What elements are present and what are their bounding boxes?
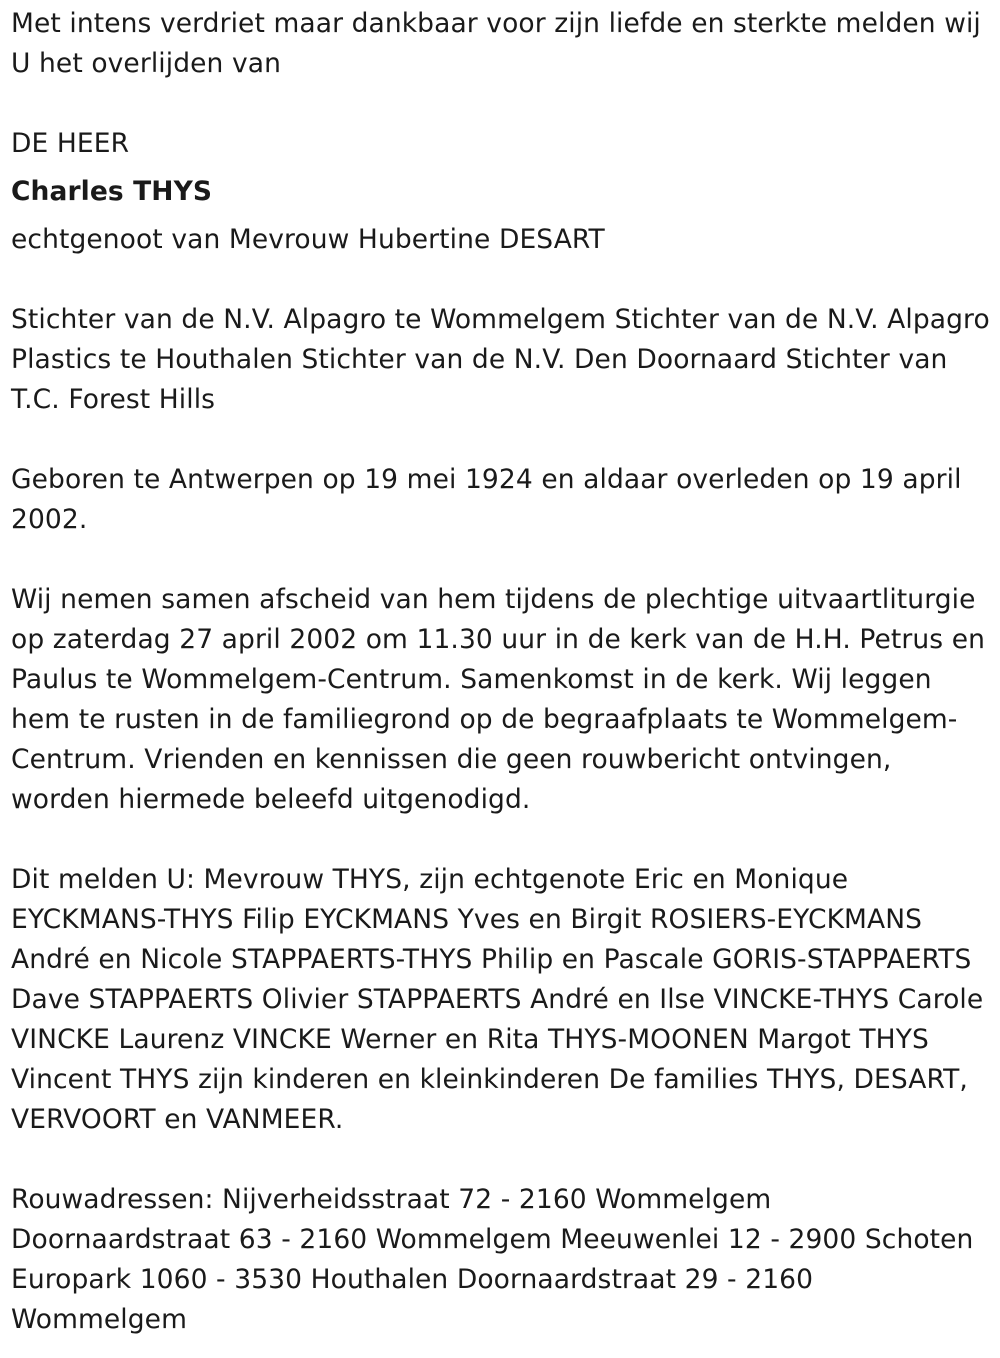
birth-death-paragraph: Geboren te Antwerpen op 19 mei 1924 en aldaar overleden op 19 april 2002. (11, 464, 962, 535)
intro-text: Met intens verdriet maar dankbaar voor zijn liefde en sterkte melden wij U het overlijden van (11, 8, 981, 79)
honorific: DE HEER (11, 128, 130, 159)
titles-paragraph: Stichter van de N.V. Alpagro te Wommelgem Stichter van de N.V. Alpagro Plastics te Houthalen Stichter van de N.V. Den Doornaard Stichter van T.C. Forest Hills (11, 304, 990, 415)
death-notice (11, 4, 991, 1340)
addresses-paragraph: Rouwadressen: Nijverheidsstraat 72 - 2160 Wommelgem Doornaardstraat 63 - 2160 Wommelgem Meeuwenlei 12 - 2900 Schoten Europark 1060 - 3530 Houthalen Doornaardstraat 29 - 2160 Wommelgem (11, 1184, 974, 1335)
funeral-paragraph: Wij nemen samen afscheid van hem tijdens de plechtige uitvaartliturgie op zaterdag 27 april 2002 om 11.30 uur in de kerk van de H.H. Petrus en Paulus te Wommelgem-Centrum. Samenkomst in de kerk. Wij leggen hem te rusten in de familiegrond op de begraafplaats te Wommelgem-Centrum. Vrienden en kennissen die geen rouwbericht ontvingen, worden hiermede beleefd uitgenodigd. (11, 584, 986, 815)
family-paragraph: Dit melden U: Mevrouw THYS, zijn echtgenote Eric en Monique EYCKMANS-THYS Filip EYCKMANS Yves en Birgit ROSIERS-EYCKMANS André en Nicole STAPPAERTS-THYS Philip en Pascale GORIS-STAPPAERTS Dave STAPPAERTS Olivier STAPPAERTS André en Ilse VINCKE-THYS Carole VINCKE Laurenz VINCKE Werner en Rita THYS-MOONEN Margot THYS Vincent THYS zijn kinderen en kleinkinderen De families THYS, DESART, VERVOORT en VANMEER. (11, 864, 984, 1135)
deceased-name: Charles THYS (11, 176, 213, 207)
spouse-line: echtgenoot van Mevrouw Hubertine DESART (11, 224, 605, 255)
